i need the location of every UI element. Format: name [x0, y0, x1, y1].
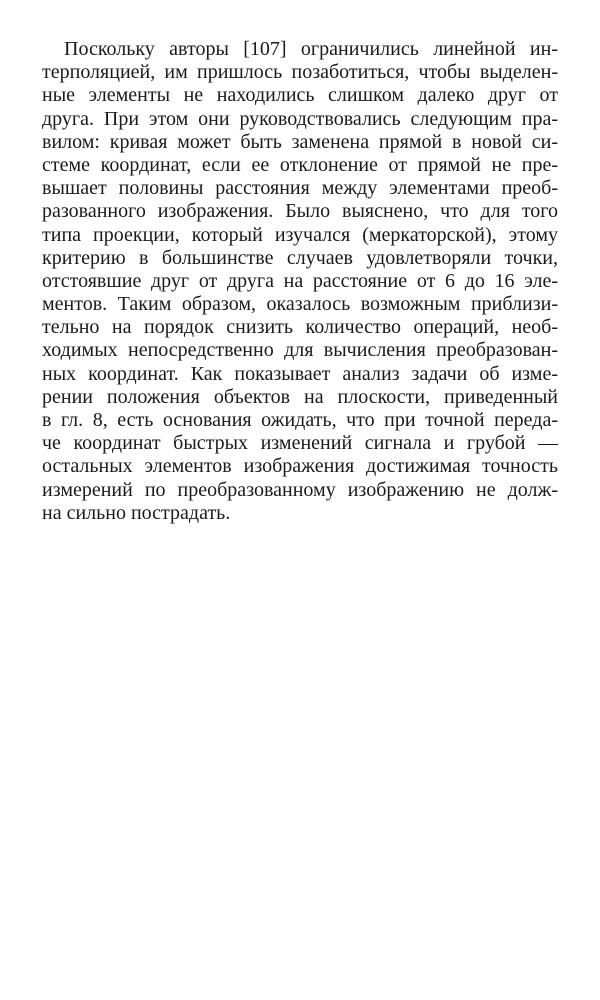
text-line: стеме координат, если ее отклонение от прямой не пре- — [42, 153, 558, 176]
text-line: терполяцией, им пришлось позаботиться, чтобы выделен- — [42, 61, 558, 84]
text-line: друга. При этом они руководствовались следующим пра- — [42, 107, 558, 130]
text-line: вышает половины расстояния между элементами преоб- — [42, 177, 558, 200]
text-line: ходимых непосредственно для вычисления преобразован- — [42, 339, 558, 362]
text-line: че координат быстрых изменений сигнала и грубой — — [42, 432, 558, 455]
text-line: измерений по преобразованному изображению не долж- — [42, 478, 558, 501]
text-line: критерию в большинстве случаев удовлетворяли точки, — [42, 246, 558, 269]
text-line: типа проекции, который изучался (меркаторской), этому — [42, 223, 558, 246]
text-line: остальных элементов изображения достижимая точность — [42, 455, 558, 478]
text-line: рении положения объектов на плоскости, приведенный — [42, 385, 558, 408]
text-line: Поскольку авторы [107] ограничились линейной ин- — [64, 38, 558, 60]
text-line: ментов. Таким образом, оказалось возможным приблизи- — [42, 293, 558, 316]
text-line: разованного изображения. Было выяснено, что для того — [42, 200, 558, 223]
text-line: тельно на порядок снизить количество операций, необ- — [42, 316, 558, 339]
text-line: ных координат. Как показывает анализ задачи об изме- — [42, 362, 558, 385]
text-line: вилом: кривая может быть заменена прямой в новой си- — [42, 130, 558, 153]
text-line: ные элементы не находились слишком далеко друг от — [42, 84, 558, 107]
body-paragraph — [42, 38, 558, 525]
text-line: на сильно пострадать. — [42, 501, 231, 524]
text-line: отстоявшие друг от друга на расстояние от 6 до 16 эле- — [42, 269, 558, 292]
text-line: в гл. 8, есть основания ожидать, что при точной переда- — [42, 409, 558, 431]
